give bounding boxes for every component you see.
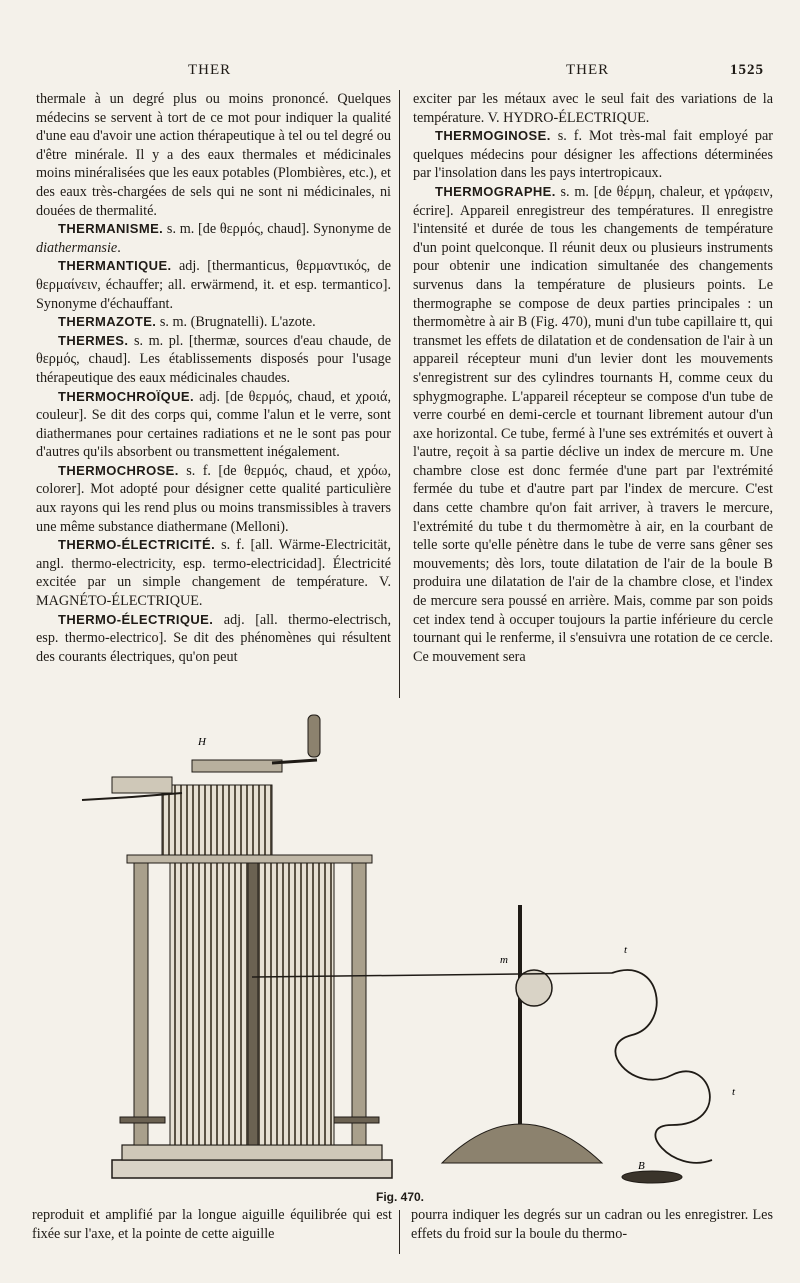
headword: THERMOGINOSE. bbox=[435, 128, 551, 144]
entry-text: s. f. Mot très-mal fait employé par quelques médecins pour désigner les affections déterminées par l'insolation dans les pays intertropicaux. bbox=[413, 128, 773, 182]
header-left-word: THER bbox=[188, 62, 232, 78]
entry-paragraph bbox=[36, 611, 391, 667]
headword: THERMOCHROSE. bbox=[58, 462, 179, 478]
headword: THERMO-ÉLECTRIQUE. bbox=[58, 611, 214, 627]
entry-paragraph bbox=[36, 313, 391, 332]
headword: THERMOCHROÏQUE. bbox=[58, 388, 194, 404]
entry-paragraph bbox=[36, 332, 391, 388]
label-t-top: t bbox=[624, 944, 628, 956]
label-h: H bbox=[198, 736, 206, 748]
entry-text: s. m. pl. [thermæ, sources d'eau chaude, de θερμός, chaud]. Les établissements disposés pour l'usage thérapeutique des eaux médicinales chaudes. bbox=[36, 332, 391, 386]
entry-paragraph bbox=[36, 388, 391, 462]
entry-text: adj. [all. thermo-electrisch, esp. thermo-electrico]. Se dit des phénomènes qui résultent des courants électriques, qu'on peut bbox=[36, 611, 391, 665]
headword: THERMO-ÉLECTRICITÉ. bbox=[58, 537, 216, 553]
page-number: 1525 bbox=[730, 62, 764, 78]
entry-text: s. m. [de θερμός, chaud]. Synonyme de bbox=[163, 221, 391, 238]
entry-text: s. f. [all. Wärme-Electricität, angl. thermo-electricity, esp. termo-electricidad]. Électricité excitée par un simple changement de température. V. MAGNÉTO-ÉLECTRIQUE. bbox=[36, 537, 391, 610]
cylinder-apparatus bbox=[82, 715, 392, 1178]
bottom-column-rule bbox=[399, 1210, 400, 1254]
label-t-side: t bbox=[732, 1086, 736, 1098]
bottom-right-text: pourra indiquer les degrés sur un cadran ou les enregistrer. Les effets du froid sur la boule du thermo- bbox=[411, 1207, 773, 1242]
entry-tail: . bbox=[117, 239, 121, 256]
bottom-left-text: reproduit et amplifié par la longue aiguille équilibrée qui est fixée sur l'axe, et la pointe de cette aiguille bbox=[32, 1207, 392, 1242]
running-header bbox=[0, 62, 800, 84]
entry-text: thermale à un degré plus ou moins prononcé. Quelques médecins se servent à tort de ce mot pour indiquer la qualité d'une eau d'avoir une action thérapeutique à tel ou tel degré ou d'être minérale. Il y a des eaux thermales et médicinales moins minéralisées que les eaux potables (Plombières, etc.), et des eaux très-chargées de sels qui ne sont ni médicinales, ni douées de thermalité. bbox=[36, 91, 391, 219]
thermograph-figure bbox=[72, 705, 772, 1185]
column-rule bbox=[399, 90, 400, 698]
entry-paragraph bbox=[36, 257, 391, 313]
entry-paragraph bbox=[413, 90, 773, 127]
figure-caption: Fig. 470. bbox=[375, 1190, 425, 1204]
entry-italic: diathermansie bbox=[36, 239, 118, 256]
headword: THERMOGRAPHE. bbox=[435, 183, 556, 199]
entry-text: adj. [thermanticus, θερμαντικός, de θερμαίνειν, échauffer; all. erwärmend, it. et esp. termantico]. Synonyme d'échauffant. bbox=[36, 258, 391, 312]
entry-paragraph bbox=[36, 220, 391, 257]
left-column bbox=[36, 90, 391, 666]
entry-paragraph bbox=[36, 536, 391, 610]
headword: THERMAZOTE. bbox=[58, 314, 157, 330]
label-m: m bbox=[500, 954, 508, 966]
entry-paragraph bbox=[36, 90, 391, 220]
entry-text: s. m. (Brugnatelli). L'azote. bbox=[156, 314, 316, 331]
headword: THERMES. bbox=[58, 332, 129, 348]
entry-paragraph bbox=[413, 127, 773, 183]
right-column bbox=[413, 90, 773, 666]
entry-text: s. m. [de θέρμη, chaleur, et γράφειν, écrire]. Appareil enregistreur des températures. Il enregistre l'intensité et durée de tous les changements de température d'un point quelconque. Il réunit deux ou plusieurs instruments pour obtenir une indication simultanée des changements survenus dans la température de plusieurs points. Le thermographe se compose de deux parties principales : un thermomètre à air B (Fig. 470), muni d'un tube capillaire tt, qui transmet les effets de dilatation et de condensation de l'air à un appareil récepteur muni d'un levier dont les mouvements s'enregistrent sur des cylindres tournants H, comme ceux du sphygmographe. L'appareil récepteur se compose d'un tube de verre courbé en demi-cercle et tournant librement autour d'un axe horizontal. Ce tube, fermé à l'une ses extrémités et ouvert à l'autre, reçoit à sa partie déclive un index de mercure m. Une chambre close est donc fermée d'une part par l'extrémité fermée du tube et d'autre part par l'index de mercure. C'est dans cette chambre qu'on fait arriver, à travers le mercure, l'extrémité du tube t du thermomètre à air, en la courbant de telle sorte qu'elle pénètre dans le tube de verre sans gêner ses mouvements; dès lors, toute dilatation de l'air de la boule B produira une dilatation de l'air de la chambre close, et l'index de mercure sera poussé en arrière. Mais, comme par son poids cet index tend à occuper toujours la partie inférieure du cercle tournant qui le renferme, il s'ensuivra une rotation de ce cercle. Ce mouvement sera bbox=[413, 183, 773, 665]
entry-text: adj. [de θερμός, chaud, et χροιά, couleur]. Se dit des corps qui, comme l'alun et le verre, sont diathermanes pour certaines radiations et ne le sont pas pour d'autres qu'ils absorbent ou transmettent inégalement. bbox=[36, 388, 391, 461]
entry-text: s. f. [de θερμός, chaud, et χρόω, colorer]. Mot adopté pour désigner cette qualité particulière aux rayons qui les rend plus ou moins transmissibles à travers une même substance diathermane (Melloni). bbox=[36, 462, 391, 535]
headword: THERMANTIQUE. bbox=[58, 258, 172, 274]
label-b: B bbox=[638, 1160, 645, 1172]
entry-paragraph bbox=[413, 183, 773, 666]
entry-text: exciter par les métaux avec le seul fait des variations de la température. V. HYDRO-ÉLECTRIQUE. bbox=[413, 91, 773, 126]
headword: THERMANISME. bbox=[58, 221, 164, 237]
entry-paragraph bbox=[36, 462, 391, 536]
header-right-word: THER bbox=[566, 62, 610, 78]
